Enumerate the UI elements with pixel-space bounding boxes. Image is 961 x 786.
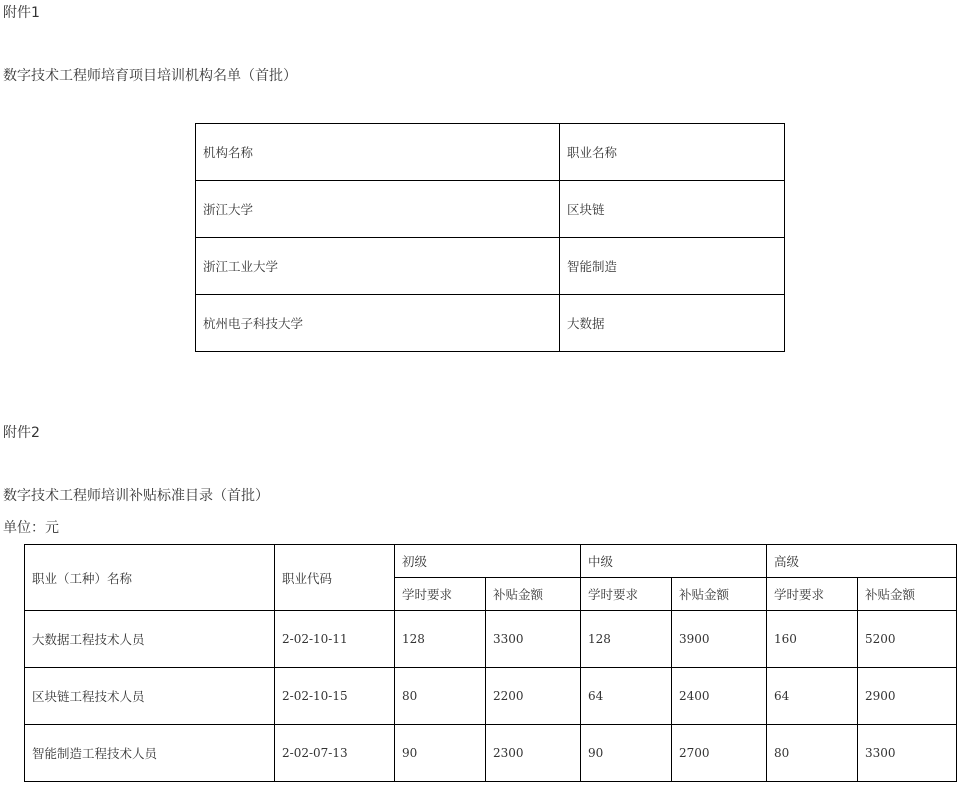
cell-intermediate-subsidy: 2700 [672,725,767,782]
attachment2-title: 数字技术工程师培训补贴标准目录（首批） [3,488,269,504]
header-occupation: 职业名称 [560,124,785,181]
cell-occupation-code: 2-02-10-11 [275,611,395,668]
cell-junior-subsidy: 3300 [486,611,581,668]
header-level-senior: 高级 [767,545,957,578]
cell-occupation-code: 2-02-10-15 [275,668,395,725]
cell-junior-hours: 80 [395,668,486,725]
cell-occupation-name: 智能制造工程技术人员 [25,725,275,782]
cell-intermediate-hours: 64 [581,668,672,725]
cell-senior-subsidy: 3300 [858,725,957,782]
header-occupation-code: 职业代码 [275,545,395,611]
cell-occupation: 智能制造 [560,238,785,295]
training-institutions-table [195,123,785,352]
header-level-junior: 初级 [395,545,581,578]
table-row [25,668,957,725]
header-subsidy: 补贴金额 [858,578,957,611]
attachment1-label: 附件1 [3,5,40,21]
header-level-intermediate: 中级 [581,545,767,578]
unit-label: 单位：元 [3,520,59,536]
table-row [196,238,785,295]
cell-intermediate-hours: 128 [581,611,672,668]
cell-junior-hours: 90 [395,725,486,782]
cell-occupation-code: 2-02-07-13 [275,725,395,782]
table-header-row [196,124,785,181]
header-hours: 学时要求 [581,578,672,611]
table-row [25,725,957,782]
subsidy-standard-table [24,544,957,782]
header-subsidy: 补贴金额 [486,578,581,611]
cell-intermediate-hours: 90 [581,725,672,782]
attachment1-title: 数字技术工程师培育项目培训机构名单（首批） [3,68,297,84]
attachment2-label: 附件2 [3,425,40,441]
cell-occupation: 区块链 [560,181,785,238]
table-row [25,611,957,668]
cell-intermediate-subsidy: 2400 [672,668,767,725]
cell-junior-subsidy: 2300 [486,725,581,782]
cell-occupation-name: 大数据工程技术人员 [25,611,275,668]
cell-junior-subsidy: 2200 [486,668,581,725]
cell-occupation-name: 区块链工程技术人员 [25,668,275,725]
cell-institution: 浙江大学 [196,181,560,238]
table-row [196,181,785,238]
cell-senior-hours: 80 [767,725,858,782]
cell-institution: 浙江工业大学 [196,238,560,295]
cell-institution: 杭州电子科技大学 [196,295,560,352]
table-row [196,295,785,352]
table-header-row [25,545,957,578]
cell-senior-hours: 160 [767,611,858,668]
cell-senior-subsidy: 5200 [858,611,957,668]
cell-junior-hours: 128 [395,611,486,668]
cell-occupation: 大数据 [560,295,785,352]
header-institution: 机构名称 [196,124,560,181]
cell-senior-subsidy: 2900 [858,668,957,725]
header-hours: 学时要求 [395,578,486,611]
header-subsidy: 补贴金额 [672,578,767,611]
cell-senior-hours: 64 [767,668,858,725]
header-occupation-name: 职业（工种）名称 [25,545,275,611]
cell-intermediate-subsidy: 3900 [672,611,767,668]
header-hours: 学时要求 [767,578,858,611]
